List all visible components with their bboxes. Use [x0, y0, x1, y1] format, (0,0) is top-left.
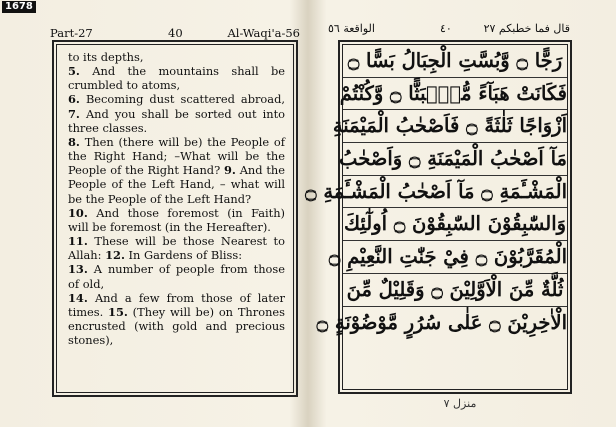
arabic-line: فَكَانَتْ هَبَآءً مُّنْۢبَثًّا ۝ وَّكُنْتُمْ: [343, 78, 567, 111]
surah-label: Al-Waqi'a-56: [227, 26, 300, 40]
verse-text: (They will be) on Thrones encrusted (with gold and precious stones),: [68, 304, 285, 348]
arabic-page-number: ٤٠: [440, 22, 452, 35]
arabic-line: رَجًّا ۝ وَّبُسَّتِ الْجِبَالُ بَسًّا ۝: [343, 45, 567, 78]
verse-number: 6.: [68, 92, 80, 107]
verse-text: to its depths,: [68, 50, 144, 64]
arabic-line: ثُلَّةٌ مِّنَ الْاَوَّلِيْنَ ۝ وَقَلِيْلٌ مِّنَ: [343, 274, 567, 307]
left-page-header: [50, 26, 300, 40]
verse-number: 8.: [68, 134, 80, 149]
verse-number: 7.: [68, 106, 80, 121]
verse-paragraph: [68, 206, 285, 234]
verse-paragraph: [68, 262, 285, 290]
arabic-line: اَزْوَاجًا ثَلٰثَةً ۝ فَاَصْحٰبُ الْمَيْمَنَةِ: [343, 110, 567, 143]
verse-text: These will be those Nearest to Allah:: [68, 234, 285, 263]
arabic-line: وَالسّٰبِقُوْنَ السّٰبِقُوْنَ ۝ اُولٰٓئِكَ: [343, 208, 567, 241]
verse-text: And you shall be sorted out into three classes.: [68, 106, 285, 135]
arabic-lines: [305, 45, 567, 339]
verse-number: 15.: [108, 304, 128, 319]
part-label: Part-27: [50, 26, 93, 40]
verse-text: And those foremost (in Faith) will be foremost (in the Hereafter).: [68, 205, 285, 234]
verse-text: And the People of the Left Hand, – what will be the People of the Left Hand?: [68, 163, 285, 206]
verse-number: 10.: [68, 205, 88, 220]
arabic-line: الْمَشْـَٔمَةِ ۝ مَآ اَصْحٰبُ الْمَشْـَٔمَةِ ۝: [343, 176, 567, 209]
verse-text: A number of people from those of old,: [68, 262, 285, 291]
arabic-line: الْمُقَرَّبُوْنَ ۝ فِيْ جَنّٰتِ النَّعِيْمِ ۝: [343, 241, 567, 274]
verse-text: And the mountains shall be crumbled to atoms,: [68, 64, 285, 93]
page-id-badge: 1678: [2, 1, 36, 13]
verse-paragraph: [68, 291, 285, 348]
translation-text: [68, 50, 285, 347]
verse-paragraph: [68, 50, 285, 64]
verse-number: 13.: [68, 262, 88, 277]
verse-number: 12.: [105, 248, 125, 263]
arabic-line: الْاٰخِرِيْنَ ۝ عَلٰى سُرُرٍ مَّوْضُوْنَةٍ ۝: [316, 310, 567, 334]
arabic-surah-label: الواقعة ٥٦: [328, 22, 375, 35]
left-page-number: 40: [168, 26, 183, 40]
verse-number: 5.: [68, 64, 80, 79]
verse-paragraph: [68, 92, 285, 134]
manzil-footer: منزل ٧: [443, 397, 477, 410]
verse-number: 14.: [68, 290, 88, 305]
verse-number: 11.: [68, 234, 88, 249]
verse-text: Then (there will be) the People of the Right Hand; –What will be the People of the Right Hand?: [68, 134, 285, 178]
translation-frame: [52, 40, 298, 397]
verse-paragraph: [68, 234, 285, 262]
arabic-frame: [305, 40, 572, 394]
verse-text: Becoming dust scattered abroad,: [79, 92, 285, 107]
verse-paragraph: [68, 64, 285, 92]
verse-text: And a few from those of later times.: [68, 290, 285, 319]
verse-text: In Gardens of Bliss:: [124, 248, 243, 263]
verse-number: 9.: [224, 163, 236, 178]
verse-paragraph: [68, 135, 285, 206]
right-page-header: [322, 22, 570, 40]
juz-title: قال فما خطبكم ٢٧: [483, 22, 570, 35]
arabic-line: مَآ اَصْحٰبُ الْمَيْمَنَةِ ۝ وَاَصْحٰبُ: [343, 143, 567, 176]
